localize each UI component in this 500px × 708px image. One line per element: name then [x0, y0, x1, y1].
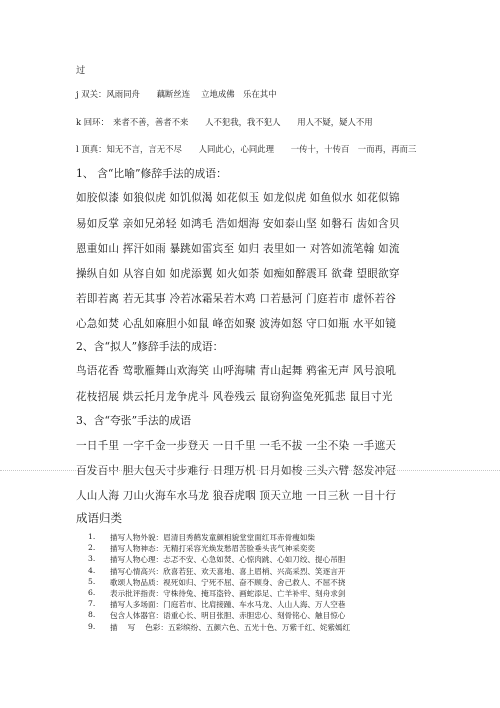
list-text: 描写人物神态：无精打采容光焕发愁眉苦脸垂头丧气神采奕奕 [110, 544, 316, 554]
list-number: 8. [88, 610, 96, 620]
list-number: 9. [88, 621, 96, 631]
rhetoric-anadiplosis-line: l 顶真：知无不言，言无不尽 人同此心，心同此理 一传十，十传百 一而再，再而三 [76, 144, 417, 154]
rhetoric-pun-line: j 双关：风雨同舟 藕断丝连 立地成佛 乐在其中 [76, 89, 277, 99]
list-number: 7. [88, 599, 96, 609]
list-text: 表示批评指责：守株待兔、掩耳盗铃、画蛇添足、亡羊补牢、刻舟求剑 [110, 588, 346, 598]
list-text: 描写人多场面：门庭若市、比肩接踵、车水马龙、人山人海、万人空巷 [110, 600, 346, 610]
section3-heading: 3、含“夸张”手法的成语 [76, 414, 192, 427]
list-text: 包含人体器官：语重心长、明目张胆、赤胆忠心、刻骨铭心、触目惊心 [110, 611, 346, 621]
rhetoric-chiasmus-line: k 回环： 来者不善，善者不来 人不犯我，我不犯人 用人不疑，疑人不用 [76, 117, 373, 127]
idiom-row: 一日千里 一字千金一步登天 一日千里 一毛不拔 一尘不染 一手遮天 [76, 440, 397, 452]
list-text: 描写心情高兴：欣喜若狂、欢天喜地、喜上眉梢、兴高采烈、笑逐言开 [110, 566, 346, 576]
idiom-row: 人山人海 刀山火海车水马龙 狼吞虎咽 顶天立地 一日三秋 一目十行 [76, 490, 397, 502]
summary-heading: 成语归类 [76, 511, 122, 525]
list-number: 6. [88, 587, 96, 597]
fragment-guo: 过 [76, 65, 86, 76]
list-number: 2. [88, 543, 96, 553]
list-text: 歌颂人物品质：视死如归、宁死不屈、奋不顾身、舍己救人、不屈不挠 [110, 577, 346, 587]
list-text: 描写人物外貌：眉清目秀鹤发童颜相貌堂堂面红耳赤骨瘦如柴 [110, 533, 316, 542]
list-text: 描 写 色彩：五彩缤纷、五颜六色、五光十色、万紫千红、姹紫嫣红 [110, 622, 351, 632]
idiom-row: 百发百中 胆大包天寸步难行 日理万机 日月如梭 三头六臂 怒发冲冠 [76, 465, 397, 477]
idiom-row: 若即若离 若无其事 冷若冰霜呆若木鸡 口若悬河 门庭若市 虚怀若谷 [76, 293, 397, 305]
idiom-row: 心急如焚 心乱如麻胆小如鼠 峰峦如聚 波涛如怒 守口如瓶 水平如镜 [76, 318, 397, 330]
page-divider [0, 470, 500, 471]
idiom-row: 花枝招展 烘云托月龙争虎斗 风卷残云 鼠窃狗盗兔死狐悲 鼠目寸光 [76, 391, 393, 403]
idiom-row: 易如反掌 亲如兄弟轻 如鸿毛 浩如烟海 安如泰山坚 如磐石 齿如含贝 [76, 218, 400, 230]
section1-heading: 1、 含“比喻”修辞手法的成语： [76, 167, 227, 180]
idiom-row: 鸟语花香 莺歌雁舞山欢海笑 山呼海啸 青山起舞 鸦雀无声 风号浪吼 [76, 365, 397, 377]
list-text: 描写人物心理：忐忑不安、心急如焚、心惊肉跳、心如刀绞、提心吊胆 [110, 555, 346, 565]
idiom-row: 恩重如山 挥汗如雨 暴跳如雷宾至 如归 表里如一 对答如流笔翰 如流 [76, 243, 400, 255]
section2-heading: 2、含“拟人”修辞手法的成语： [76, 340, 224, 353]
list-number: 3. [88, 554, 96, 564]
list-number: 5. [88, 576, 96, 586]
list-number: 1. [88, 532, 96, 541]
idiom-row: 如胶似漆 如狼似虎 如饥似渴 如花似玉 如龙似虎 如鱼似水 如花似锦 [76, 192, 400, 204]
list-number: 4. [88, 565, 96, 575]
idiom-row: 操纵自如 从容自如 如虎添翼 如火如荼 如痴如醉震耳 欲聋 望眼欲穿 [76, 268, 400, 280]
